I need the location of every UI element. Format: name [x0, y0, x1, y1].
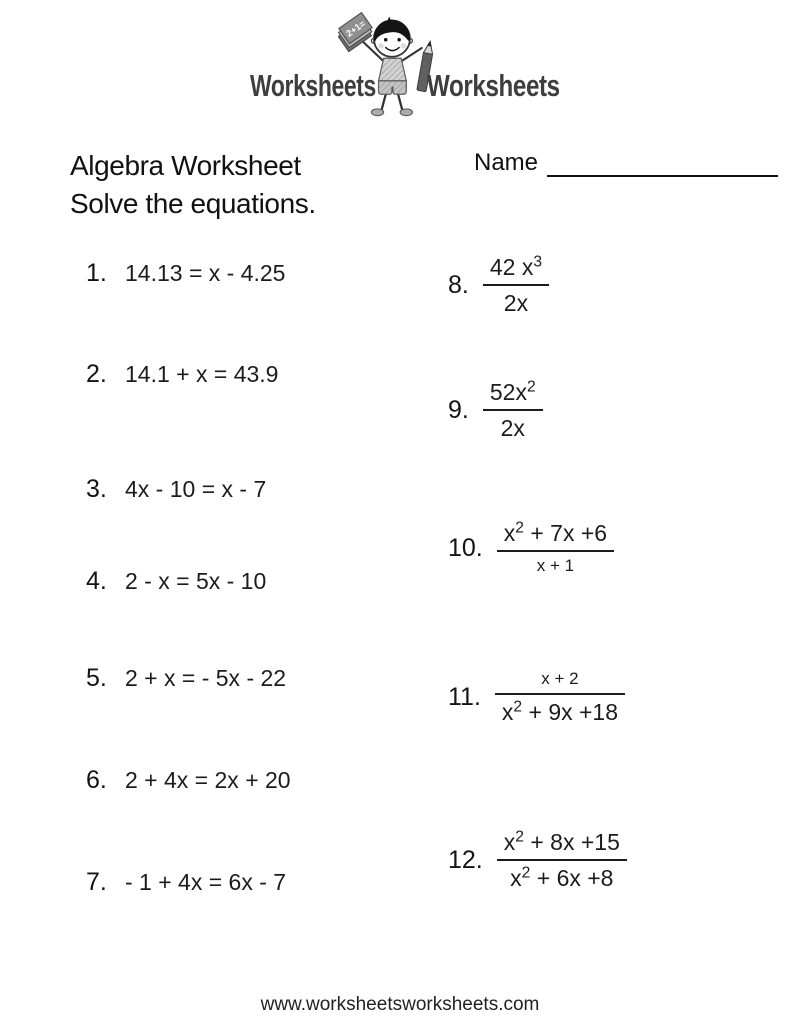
fraction: [483, 379, 543, 441]
problem-number: 2.: [86, 360, 107, 388]
problem-equation: 2 + x = - 5x - 22: [125, 665, 287, 691]
mascot-legs: [371, 94, 412, 115]
name-field: [474, 149, 778, 177]
mascot-clothes: [379, 58, 407, 94]
problem-number: 9.: [448, 395, 469, 424]
problem-8: [448, 254, 549, 316]
problem-equation: - 1 + 4x = 6x - 7: [125, 869, 287, 895]
problem-3: [86, 475, 266, 504]
logo-text-right: Worksheets: [427, 68, 560, 103]
name-label: Name: [474, 149, 539, 176]
fraction-bar: [497, 859, 627, 861]
problem-4: [86, 567, 266, 596]
fraction-denominator: 2x: [500, 415, 525, 441]
book-label: 2+1=: [344, 18, 368, 39]
problem-7: [86, 868, 286, 897]
fraction-denominator: x + 1: [536, 556, 575, 575]
problem-number: 10.: [448, 533, 483, 562]
fraction-bar: [483, 409, 543, 411]
fraction-numerator: $x^2 + 7x +6$: [503, 519, 608, 546]
fraction-numerator: $52x^2$: [489, 378, 536, 405]
problem-equation: 14.1 + x = 43.9: [125, 361, 279, 387]
problem-number: 5.: [86, 664, 107, 692]
problem-number: 6.: [86, 766, 107, 794]
problem-equation: 14.13 = x - 4.25: [125, 260, 286, 286]
problem-2: [86, 360, 278, 389]
title-block: [70, 147, 316, 223]
fraction: [497, 520, 614, 576]
fraction-numerator: 42 $x^3$: [489, 253, 543, 280]
problem-9: [448, 379, 543, 441]
problem-number: 1.: [86, 259, 107, 287]
problem-6: [86, 766, 291, 795]
fraction-bar: [497, 550, 614, 552]
footer-url: www.worksheetsworksheets.com: [260, 994, 540, 1015]
fraction: [483, 254, 549, 316]
problem-number: 4.: [86, 567, 107, 595]
fraction-bar: [483, 284, 549, 286]
page-title: Algebra Worksheet: [70, 150, 301, 181]
problem-1: [86, 259, 285, 288]
footer: [0, 994, 800, 1016]
problem-number: 3.: [86, 475, 107, 503]
problem-12: [448, 829, 627, 891]
name-blank-line: [547, 151, 778, 177]
fraction-bar: [495, 693, 625, 695]
mascot-head: [371, 17, 412, 57]
problem-10: [448, 520, 614, 576]
logo-text-left: Worksheets: [250, 68, 376, 103]
fraction: [495, 669, 625, 725]
math-book-icon: [338, 13, 376, 52]
fraction: [497, 829, 627, 891]
fraction-numerator: $x^2 + 8x +15$: [503, 828, 620, 855]
problem-number: 7.: [86, 868, 107, 896]
fraction-denominator: $x^2 + 6x +8$: [510, 864, 614, 891]
fraction-numerator: x + 2: [541, 669, 579, 688]
page-subtitle: Solve the equations.: [70, 188, 316, 219]
problem-equation: 2 + 4x = 2x + 20: [125, 767, 291, 793]
fraction-denominator: 2x: [503, 290, 529, 316]
problem-number: 11.: [448, 682, 481, 711]
problem-equation: 4x - 10 = x - 7: [125, 476, 267, 502]
problem-5: [86, 664, 286, 693]
problem-number: 12.: [448, 845, 483, 874]
problem-equation: 2 - x = 5x - 10: [125, 568, 267, 594]
problem-number: 8.: [448, 270, 469, 299]
problem-11: [448, 669, 625, 725]
fraction-denominator: $x^2 + 9x +18$: [501, 698, 619, 725]
